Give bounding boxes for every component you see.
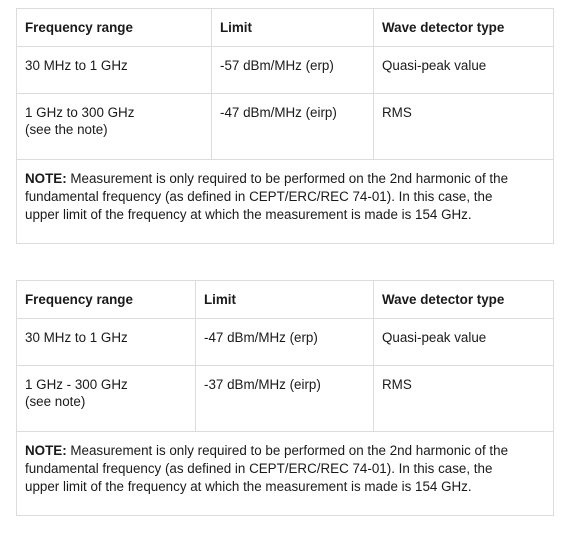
note-row [17, 432, 554, 516]
note-text-line: Measurement is only required to be performed on the 2nd harmonic of the [66, 171, 509, 186]
note-cell [17, 160, 554, 244]
frequency-range-text: 1 GHz to 300 GHz [25, 105, 135, 120]
detector-type-cell: RMS [374, 366, 554, 432]
frequency-range-cell [17, 366, 196, 432]
note-text-line: upper limit of the frequency at which the measurement is made is 154 GHz. [25, 207, 472, 222]
frequency-range-cell: 30 MHz to 1 GHz [17, 47, 212, 94]
note-label: NOTE: [25, 443, 67, 458]
note-text-line: Measurement is only required to be performed on the 2nd harmonic of the [66, 443, 509, 458]
header-frequency-range: Frequency range [17, 281, 196, 319]
frequency-range-cell: 30 MHz to 1 GHz [17, 319, 196, 366]
table-header-row [17, 281, 554, 319]
detector-type-cell: Quasi-peak value [374, 319, 554, 366]
note-row [17, 160, 554, 244]
limit-cell: -57 dBm/MHz (erp) [212, 47, 374, 94]
detector-type-cell: Quasi-peak value [374, 47, 554, 94]
note-cell [17, 432, 554, 516]
note-label: NOTE: [25, 171, 67, 186]
table-row [17, 94, 554, 160]
header-wave-detector-type: Wave detector type [374, 281, 554, 319]
header-limit: Limit [196, 281, 374, 319]
table-row [17, 319, 554, 366]
detector-type-cell: RMS [374, 94, 554, 160]
frequency-range-note-ref: (see the note) [25, 122, 108, 137]
note-text-line: fundamental frequency (as defined in CEPT/ERC/REC 74-01). In this case, the [25, 189, 493, 204]
limit-cell: -37 dBm/MHz (eirp) [196, 366, 374, 432]
note-text-line: upper limit of the frequency at which the measurement is made is 154 GHz. [25, 479, 472, 494]
frequency-range-text: 1 GHz - 300 GHz [25, 377, 128, 392]
note-text-line: fundamental frequency (as defined in CEPT/ERC/REC 74-01). In this case, the [25, 461, 493, 476]
limits-table-1 [16, 8, 554, 244]
limits-table-2 [16, 280, 554, 516]
limit-cell: -47 dBm/MHz (eirp) [212, 94, 374, 160]
table-row [17, 366, 554, 432]
table-row [17, 47, 554, 94]
frequency-range-note-ref: (see note) [25, 394, 86, 409]
header-limit: Limit [212, 9, 374, 47]
limit-cell: -47 dBm/MHz (erp) [196, 319, 374, 366]
frequency-range-cell [17, 94, 212, 160]
header-frequency-range: Frequency range [17, 9, 212, 47]
table-header-row [17, 9, 554, 47]
header-wave-detector-type: Wave detector type [374, 9, 554, 47]
